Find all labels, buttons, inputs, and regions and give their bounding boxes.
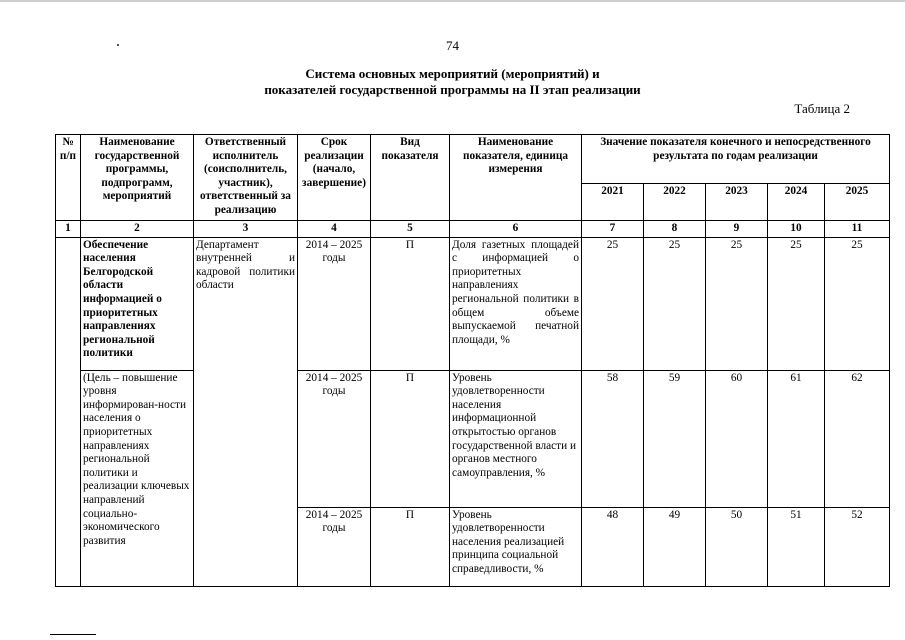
header-indicator: Наименование показателя, единица измерения — [450, 135, 582, 221]
header-kind: Вид показателя — [371, 135, 450, 221]
event-name-cell: Обеспечение населения Белгородской области информацией о приоритетных направлениях региональной политики — [81, 237, 194, 370]
document-title — [0, 66, 905, 98]
header-year: 2025 — [825, 184, 890, 221]
value-cell: 49 — [644, 507, 706, 586]
column-number: 7 — [582, 221, 644, 238]
column-number: 1 — [56, 221, 81, 238]
column-number: 6 — [450, 221, 582, 238]
indicators-table — [55, 134, 890, 587]
value-cell: 25 — [706, 237, 768, 370]
column-number: 4 — [298, 221, 371, 238]
header-name: Наименование государственной программы, подпрограмм, мероприятий — [81, 135, 194, 221]
value-cell: 50 — [706, 507, 768, 586]
term-cell: 2014 – 2025 годы — [298, 507, 371, 586]
kind-cell: П — [371, 507, 450, 586]
footnote-rule — [50, 634, 96, 635]
value-cell: 60 — [706, 370, 768, 507]
header-responsible: Ответственный исполнитель (соисполнитель, участник), ответственный за реализацию — [194, 135, 298, 221]
term-cell: 2014 – 2025 годы — [298, 370, 371, 507]
event-num-cell — [56, 237, 81, 586]
column-number: 8 — [644, 221, 706, 238]
header-num: № п/п — [56, 135, 81, 221]
column-number: 5 — [371, 221, 450, 238]
kind-cell: П — [371, 237, 450, 370]
header-year: 2021 — [582, 184, 644, 221]
page-number: 74 — [446, 38, 459, 53]
header-year: 2022 — [644, 184, 706, 221]
column-number: 11 — [825, 221, 890, 238]
indicator-cell: Доля газетных площадей с информацией о приоритетных направлениях региональной политики в общем объеме выпускаемой печатной площади, % — [450, 237, 582, 370]
value-cell: 51 — [768, 507, 825, 586]
column-number: 9 — [706, 221, 768, 238]
column-number: 2 — [81, 221, 194, 238]
column-number-row — [56, 221, 890, 238]
value-cell: 48 — [582, 507, 644, 586]
column-number: 3 — [194, 221, 298, 238]
indicator-cell: Уровень удовлетворенности населения реализацией принципа социальной справедливости, % — [450, 507, 582, 586]
title-line-2: показателей государственной программы на II этап реализации — [264, 82, 641, 97]
indicator-cell: Уровень удовлетворенности населения информационной открытостью органов государственной власти и органов местного самоуправления, % — [450, 370, 582, 507]
top-rule — [0, 0, 905, 2]
table-caption: Таблица 2 — [794, 101, 850, 116]
value-cell: 25 — [582, 237, 644, 370]
header-year: 2023 — [706, 184, 768, 221]
value-cell: 62 — [825, 370, 890, 507]
header-year: 2024 — [768, 184, 825, 221]
value-cell: 25 — [768, 237, 825, 370]
value-cell: 59 — [644, 370, 706, 507]
header-row — [56, 135, 890, 184]
kind-cell: П — [371, 370, 450, 507]
value-cell: 58 — [582, 370, 644, 507]
title-line-1: Система основных мероприятий (мероприятий) и — [305, 66, 600, 81]
table-row — [56, 237, 890, 370]
value-cell: 61 — [768, 370, 825, 507]
value-cell: 52 — [825, 507, 890, 586]
value-cell: 25 — [825, 237, 890, 370]
column-number: 10 — [768, 221, 825, 238]
header-values-group: Значение показателя конечного и непосредственного результата по годам реализации — [582, 135, 890, 184]
header-term: Срок реализации (начало, завершение) — [298, 135, 371, 221]
term-cell: 2014 – 2025 годы — [298, 237, 371, 370]
event-goal-cell: (Цель – повышение уровня информирован-ности населения о приоритетных направлениях региональной политики и реализации ключевых направлений социально-экономического развития — [81, 370, 194, 586]
responsible-cell: Департамент внутренней и кадровой политики области — [194, 237, 298, 586]
table-row — [56, 370, 890, 507]
value-cell: 25 — [644, 237, 706, 370]
